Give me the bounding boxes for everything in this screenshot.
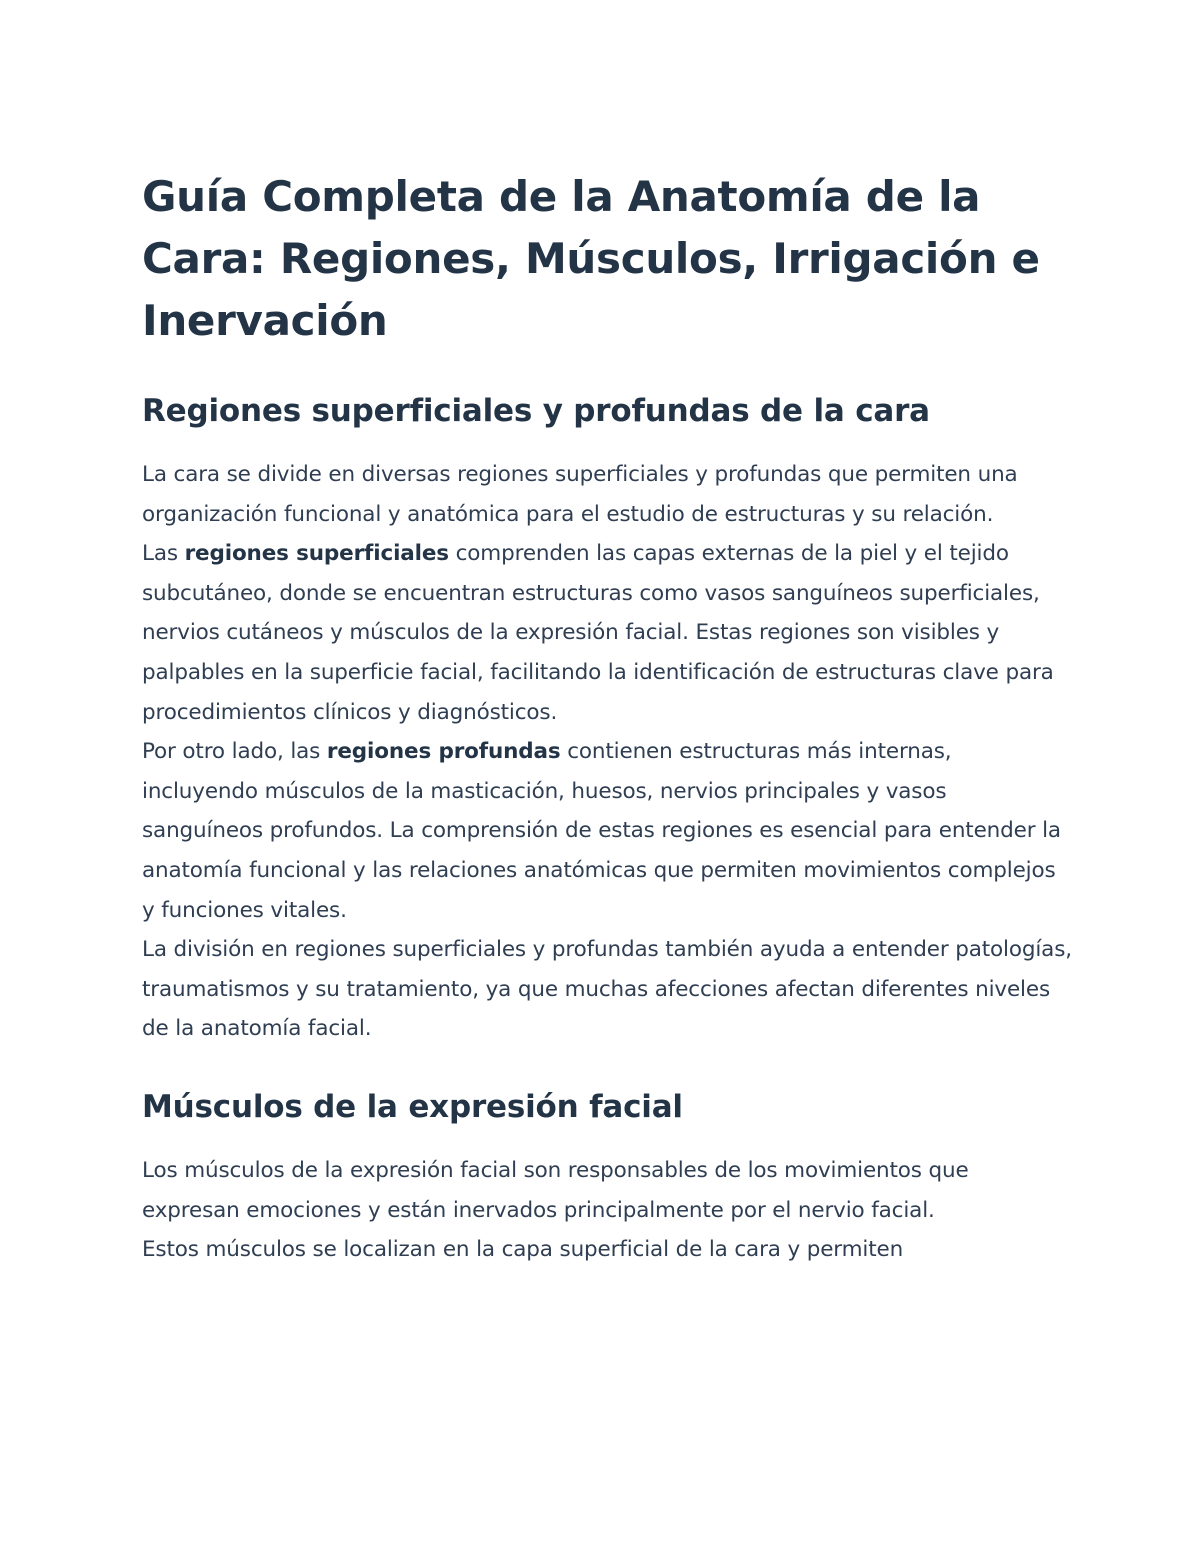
- paragraph-text: contienen estructuras más internas, incluyendo músculos de la masticación, huesos, nervios principales y vasos sanguíneos profundos. La comprensión de estas regiones es esencial para entender la anatomía funcional y las relaciones anatómicas que permiten movimientos complejos y funciones vitales.: [142, 739, 1061, 923]
- section-heading-musculos: Músculos de la expresión facial: [142, 1088, 683, 1125]
- paragraph-text: comprenden las capas externas de la piel y el tejido subcutáneo, donde se encuentran estructuras como vasos sanguíneos superficiales, nervios cutáneos y músculos de la expresión facial. Estas regiones son visibles y palpables en la superficie facial, facilitando la identificación de estructuras clave para procedimientos clínicos y diagnósticos.: [142, 541, 1054, 725]
- section-body-musculos: [142, 1151, 1072, 1270]
- paragraph: [142, 534, 1072, 732]
- section-heading-regiones: Regiones superficiales y profundas de la cara: [142, 393, 930, 429]
- bold-term: regiones profundas: [326, 739, 561, 765]
- section-body-regiones: [142, 455, 1072, 1049]
- paragraph: La división en regiones superficiales y profundas también ayuda a entender patologías, traumatismos y su tratamiento, ya que muchas afecciones afectan diferentes niveles de la anatomía facial.: [142, 937, 1072, 1042]
- paragraph-text: Las: [142, 541, 185, 567]
- paragraph-text: Por otro lado, las: [142, 739, 327, 765]
- paragraph: Estos músculos se localizan en la capa superficial de la cara y permiten: [142, 1237, 904, 1263]
- paragraph: La cara se divide en diversas regiones superficiales y profundas que permiten una organización funcional y anatómica para el estudio de estructuras y su relación.: [142, 462, 1018, 527]
- paragraph: Los músculos de la expresión facial son responsables de los movimientos que expresan emociones y están inervados principalmente por el nervio facial.: [142, 1157, 969, 1223]
- bold-term: regiones superficiales: [184, 541, 449, 567]
- document-page: [142, 166, 1072, 1270]
- paragraph: [142, 732, 1072, 930]
- document-title: Guía Completa de la Anatomía de la Cara: Regiones, Músculos, Irrigación e Inervación: [142, 172, 1040, 345]
